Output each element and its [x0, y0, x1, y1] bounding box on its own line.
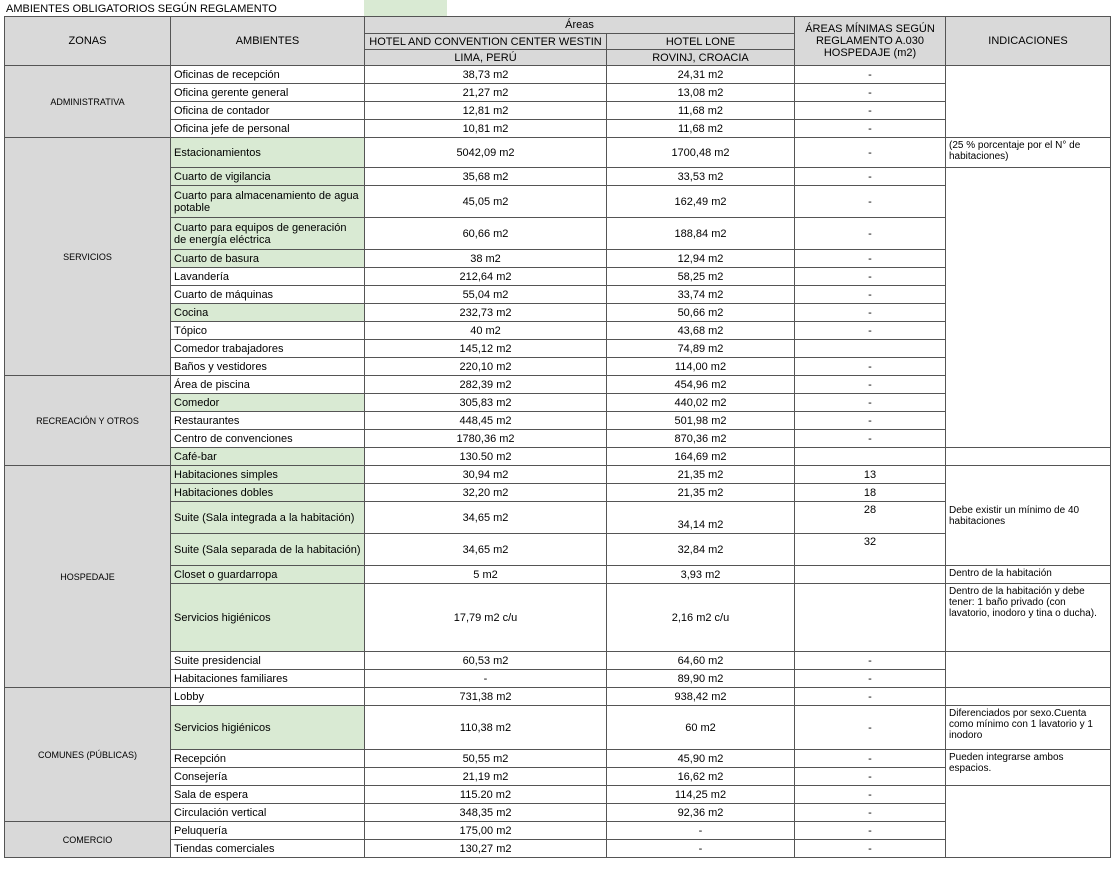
area-lone-cell: 440,02 m2	[607, 394, 795, 412]
area-westin-cell: 21,19 m2	[365, 768, 607, 786]
ambiente-cell: Habitaciones familiares	[171, 670, 365, 688]
area-lone-cell: 16,62 m2	[607, 768, 795, 786]
ambiente-cell: Cuarto de basura	[171, 250, 365, 268]
area-lone-cell: 34,14 m2	[607, 502, 795, 534]
indicacion-cell	[946, 688, 1111, 706]
area-lone-cell: 2,16 m2 c/u	[607, 584, 795, 652]
area-lone-cell: 11,68 m2	[607, 102, 795, 120]
ambiente-cell: Comedor	[171, 394, 365, 412]
area-lone-cell: 58,25 m2	[607, 268, 795, 286]
ambiente-cell: Sala de espera	[171, 786, 365, 804]
area-lone-cell: 12,94 m2	[607, 250, 795, 268]
area-minima-cell: -	[795, 138, 946, 168]
area-minima-cell: -	[795, 120, 946, 138]
area-minima-cell	[795, 340, 946, 358]
area-lone-cell: 33,53 m2	[607, 168, 795, 186]
area-westin-cell: 34,65 m2	[365, 534, 607, 566]
area-minima-cell: -	[795, 804, 946, 822]
area-westin-cell: 40 m2	[365, 322, 607, 340]
area-minima-cell: -	[795, 84, 946, 102]
area-lone-cell: -	[607, 822, 795, 840]
zone-cell: RECREACIÓN Y OTROS	[5, 376, 171, 466]
indicacion-cell	[946, 448, 1111, 466]
area-westin-cell: 35,68 m2	[365, 168, 607, 186]
area-minima-cell: -	[795, 840, 946, 858]
area-lone-cell: 74,89 m2	[607, 340, 795, 358]
area-minima-cell: 13	[795, 466, 946, 484]
requirements-table	[4, 16, 1111, 858]
area-minima-cell: -	[795, 358, 946, 376]
table-row	[5, 376, 1111, 394]
ambiente-cell: Estacionamientos	[171, 138, 365, 168]
area-minima-cell: -	[795, 304, 946, 322]
table-row	[5, 768, 1111, 786]
table-row	[5, 652, 1111, 670]
ambiente-cell: Tiendas comerciales	[171, 840, 365, 858]
area-westin-cell: 60,53 m2	[365, 652, 607, 670]
table-row	[5, 750, 1111, 768]
table-row	[5, 670, 1111, 688]
ambiente-cell: Oficina gerente general	[171, 84, 365, 102]
area-minima-cell: -	[795, 688, 946, 706]
area-westin-cell: 38 m2	[365, 250, 607, 268]
area-lone-cell: 11,68 m2	[607, 120, 795, 138]
indicacion-cell	[946, 786, 1111, 858]
ambiente-cell: Closet o guardarropa	[171, 566, 365, 584]
area-minima-cell: -	[795, 786, 946, 804]
table-row	[5, 186, 1111, 218]
area-westin-cell: 220,10 m2	[365, 358, 607, 376]
ambiente-cell: Cuarto de vigilancia	[171, 168, 365, 186]
indicacion-cell: Diferenciados por sexo.Cuenta como mínimo con 1 lavatorio y 1 inodoro	[946, 706, 1111, 750]
table-row	[5, 804, 1111, 822]
ambiente-cell: Restaurantes	[171, 412, 365, 430]
ambiente-cell: Suite (Sala integrada a la habitación)	[171, 502, 365, 534]
area-minima-cell: -	[795, 822, 946, 840]
zone-cell: ADMINISTRATIVA	[5, 66, 171, 138]
table-row	[5, 448, 1111, 466]
ambiente-cell: Café-bar	[171, 448, 365, 466]
ambiente-cell: Circulación vertical	[171, 804, 365, 822]
area-westin-cell: 448,45 m2	[365, 412, 607, 430]
area-westin-cell: 32,20 m2	[365, 484, 607, 502]
area-minima-cell: -	[795, 750, 946, 768]
indicacion-cell: Dentro de la habitación y debe tener: 1 baño privado (con lavatorio, inodoro y tina o ducha).	[946, 584, 1111, 652]
indicacion-cell: Pueden integrarse ambos espacios.	[946, 750, 1111, 786]
area-lone-cell: 1700,48 m2	[607, 138, 795, 168]
ambiente-cell: Cuarto de máquinas	[171, 286, 365, 304]
table-row	[5, 340, 1111, 358]
table-row	[5, 786, 1111, 804]
table-row	[5, 286, 1111, 304]
table-row	[5, 120, 1111, 138]
ambiente-cell: Habitaciones simples	[171, 466, 365, 484]
area-minima-cell: -	[795, 286, 946, 304]
ambiente-cell: Suite (Sala separada de la habitación)	[171, 534, 365, 566]
area-minima-cell: -	[795, 168, 946, 186]
indicacion-cell: (25 % porcentaje por el N° de habitaciones)	[946, 138, 1111, 168]
ambiente-cell: Lobby	[171, 688, 365, 706]
table-row	[5, 822, 1111, 840]
area-westin-cell: 232,73 m2	[365, 304, 607, 322]
indicacion-cell	[946, 652, 1111, 688]
area-lone-cell: 33,74 m2	[607, 286, 795, 304]
area-lone-cell: 21,35 m2	[607, 466, 795, 484]
area-lone-cell: -	[607, 840, 795, 858]
area-lone-cell: 454,96 m2	[607, 376, 795, 394]
area-minima-cell: 18	[795, 484, 946, 502]
area-minima-cell: -	[795, 376, 946, 394]
area-lone-cell: 164,69 m2	[607, 448, 795, 466]
area-westin-cell: 34,65 m2	[365, 502, 607, 534]
ambiente-cell: Lavandería	[171, 268, 365, 286]
zone-cell: COMERCIO	[5, 822, 171, 858]
ambiente-cell: Área de piscina	[171, 376, 365, 394]
area-lone-cell: 60 m2	[607, 706, 795, 750]
area-lone-cell: 43,68 m2	[607, 322, 795, 340]
area-lone-cell: 938,42 m2	[607, 688, 795, 706]
area-lone-cell: 45,90 m2	[607, 750, 795, 768]
area-lone-cell: 24,31 m2	[607, 66, 795, 84]
area-minima-cell: -	[795, 268, 946, 286]
indicacion-cell	[946, 66, 1111, 138]
ambiente-cell: Cuarto para equipos de generación de energía eléctrica	[171, 218, 365, 250]
ambiente-cell: Comedor trabajadores	[171, 340, 365, 358]
indicacion-cell	[946, 168, 1111, 448]
table-row	[5, 322, 1111, 340]
zone-cell: HOSPEDAJE	[5, 466, 171, 688]
area-westin-cell: 5 m2	[365, 566, 607, 584]
area-westin-cell: 130,27 m2	[365, 840, 607, 858]
header-location-rovinj: ROVINJ, CROACIA	[607, 50, 795, 66]
header-ambientes: AMBIENTES	[171, 17, 365, 66]
area-minima-cell: -	[795, 250, 946, 268]
ambiente-cell: Servicios higiénicos	[171, 706, 365, 750]
header-areas: Áreas	[365, 17, 795, 34]
table-row	[5, 250, 1111, 268]
area-minima-cell	[795, 566, 946, 584]
area-lone-cell: 188,84 m2	[607, 218, 795, 250]
area-westin-cell: 5042,09 m2	[365, 138, 607, 168]
table-row	[5, 688, 1111, 706]
area-lone-cell: 92,36 m2	[607, 804, 795, 822]
ambiente-cell: Servicios higiénicos	[171, 584, 365, 652]
indicacion-cell: Debe existir un mínimo de 40 habitaciones	[946, 466, 1111, 566]
area-westin-cell: 10,81 m2	[365, 120, 607, 138]
area-lone-cell: 114,00 m2	[607, 358, 795, 376]
zone-cell: SERVICIOS	[5, 138, 171, 376]
ambiente-cell: Habitaciones dobles	[171, 484, 365, 502]
area-lone-cell: 64,60 m2	[607, 652, 795, 670]
table-row	[5, 840, 1111, 858]
table-row	[5, 534, 1111, 566]
table-row	[5, 484, 1111, 502]
header-zonas: ZONAS	[5, 17, 171, 66]
area-minima-cell: -	[795, 218, 946, 250]
table-row	[5, 430, 1111, 448]
area-westin-cell: 12,81 m2	[365, 102, 607, 120]
table-row	[5, 84, 1111, 102]
area-westin-cell: 130.50 m2	[365, 448, 607, 466]
ambiente-cell: Tópico	[171, 322, 365, 340]
table-row	[5, 358, 1111, 376]
area-westin-cell: 60,66 m2	[365, 218, 607, 250]
area-westin-cell: 45,05 m2	[365, 186, 607, 218]
area-minima-cell: -	[795, 186, 946, 218]
ambiente-cell: Centro de convenciones	[171, 430, 365, 448]
area-minima-cell	[795, 448, 946, 466]
header-indicaciones: INDICACIONES	[946, 17, 1111, 66]
header-hotel-lone: HOTEL LONE	[607, 34, 795, 50]
table-row	[5, 168, 1111, 186]
header-minimas: ÁREAS MÍNIMAS SEGÚN REGLAMENTO A.030 HOSPEDAJE (m2)	[795, 17, 946, 66]
area-minima-cell: -	[795, 768, 946, 786]
area-lone-cell: 501,98 m2	[607, 412, 795, 430]
area-lone-cell: 89,90 m2	[607, 670, 795, 688]
table-row	[5, 304, 1111, 322]
area-lone-cell: 114,25 m2	[607, 786, 795, 804]
area-lone-cell: 21,35 m2	[607, 484, 795, 502]
area-minima-cell: 28	[795, 502, 946, 534]
area-westin-cell: -	[365, 670, 607, 688]
ambiente-cell: Suite presidencial	[171, 652, 365, 670]
zone-cell: COMUNES (PÚBLICAS)	[5, 688, 171, 822]
header-location-lima: LIMA, PERÚ	[365, 50, 607, 66]
table-row	[5, 268, 1111, 286]
header-hotel-westin: HOTEL AND CONVENTION CENTER WESTIN	[365, 34, 607, 50]
area-minima-cell: 32	[795, 534, 946, 566]
area-minima-cell: -	[795, 412, 946, 430]
table-row	[5, 502, 1111, 534]
area-westin-cell: 110,38 m2	[365, 706, 607, 750]
area-minima-cell: -	[795, 102, 946, 120]
table-row	[5, 102, 1111, 120]
area-minima-cell: -	[795, 430, 946, 448]
ambiente-cell: Oficinas de recepción	[171, 66, 365, 84]
table-row	[5, 706, 1111, 750]
ambiente-cell: Baños y vestidores	[171, 358, 365, 376]
area-lone-cell: 50,66 m2	[607, 304, 795, 322]
area-lone-cell: 32,84 m2	[607, 534, 795, 566]
area-minima-cell	[795, 584, 946, 652]
page-title: AMBIENTES OBLIGATORIOS SEGÚN REGLAMENTO	[6, 3, 277, 15]
area-westin-cell: 50,55 m2	[365, 750, 607, 768]
area-westin-cell: 38,73 m2	[365, 66, 607, 84]
table-row	[5, 218, 1111, 250]
area-westin-cell: 212,64 m2	[365, 268, 607, 286]
area-westin-cell: 145,12 m2	[365, 340, 607, 358]
ambiente-cell: Consejería	[171, 768, 365, 786]
title-highlight	[364, 0, 447, 16]
area-minima-cell: -	[795, 670, 946, 688]
ambiente-cell: Recepción	[171, 750, 365, 768]
area-westin-cell: 17,79 m2 c/u	[365, 584, 607, 652]
table-row	[5, 138, 1111, 168]
area-minima-cell: -	[795, 706, 946, 750]
area-minima-cell: -	[795, 652, 946, 670]
table-row	[5, 66, 1111, 84]
table-row	[5, 394, 1111, 412]
ambiente-cell: Oficina de contador	[171, 102, 365, 120]
area-lone-cell: 870,36 m2	[607, 430, 795, 448]
area-minima-cell: -	[795, 66, 946, 84]
table-row	[5, 466, 1111, 484]
area-westin-cell: 1780,36 m2	[365, 430, 607, 448]
ambiente-cell: Cuarto para almacenamiento de agua potable	[171, 186, 365, 218]
area-westin-cell: 55,04 m2	[365, 286, 607, 304]
area-westin-cell: 305,83 m2	[365, 394, 607, 412]
area-westin-cell: 30,94 m2	[365, 466, 607, 484]
ambiente-cell: Oficina jefe de personal	[171, 120, 365, 138]
ambiente-cell: Peluquería	[171, 822, 365, 840]
area-westin-cell: 175,00 m2	[365, 822, 607, 840]
area-lone-cell: 13,08 m2	[607, 84, 795, 102]
area-westin-cell: 282,39 m2	[365, 376, 607, 394]
table-row	[5, 412, 1111, 430]
area-westin-cell: 21,27 m2	[365, 84, 607, 102]
indicacion-cell: Dentro de la habitación	[946, 566, 1111, 584]
area-lone-cell: 162,49 m2	[607, 186, 795, 218]
table-row	[5, 584, 1111, 652]
ambiente-cell: Cocina	[171, 304, 365, 322]
area-westin-cell: 115.20 m2	[365, 786, 607, 804]
area-westin-cell: 731,38 m2	[365, 688, 607, 706]
area-minima-cell: -	[795, 394, 946, 412]
area-westin-cell: 348,35 m2	[365, 804, 607, 822]
table-row	[5, 566, 1111, 584]
area-minima-cell: -	[795, 322, 946, 340]
area-lone-cell: 3,93 m2	[607, 566, 795, 584]
